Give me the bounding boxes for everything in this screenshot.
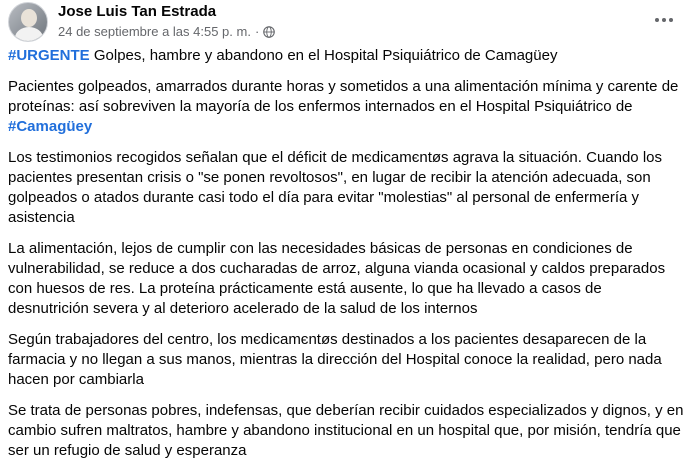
meta-separator: · [254,24,260,39]
paragraph-2-text: Pacientes golpeados, amarrados durante horas y sometidos a una alimentación mínima y carente de proteínas: así sobreviven la mayoría de los enfermos internados en el Hospital Psiquiátrico de [8,78,679,115]
avatar-body [15,27,43,42]
menu-dot [655,18,659,22]
post-meta [58,24,275,39]
paragraph-5: Según trabajadores del centro, los mєdicamєntøs destinados a los pacientes desaparecen de la farmacia y no llegan a sus manos, mientras la dirección del Hospital conoce la realidad, pero nada hacen por cambiarla [8,331,662,388]
menu-dot [669,18,673,22]
menu-dot [662,18,666,22]
paragraph-1-text: Golpes, hambre y abandono en el Hospital Psiquiátrico de Camagüey [89,47,558,64]
paragraph-2 [8,77,684,137]
more-options-icon[interactable] [652,10,676,30]
paragraph-6: Se trata de personas pobres, indefensas, que deberían recibir cuidados especializados y dignos, y en cambio sufren maltratos, hambre y abandono institucional en un hospital que, por misión, tendría que ser un refugio de salud y esperanza [8,402,684,459]
author-name[interactable]: Jose Luis Tan Estrada [58,3,217,20]
paragraph-1 [8,46,684,66]
post-timestamp[interactable]: 24 de septiembre a las 4:55 p. m. [58,24,251,39]
post-content [8,46,684,472]
post-header [8,2,690,42]
avatar[interactable] [8,2,48,42]
paragraph-3: Los testimonios recogidos señalan que el déficit de mєdicamєntøs agrava la situación. Cuando los pacientes presentan crisis o "se ponen revoltosos", en lugar de recibir la atención adecuada, son golpeados o atados durante casi todo el día para evitar "molestias" al personal de enfermería y asistencia [8,149,662,226]
hashtag-camaguey[interactable]: #Camagüey [8,118,93,135]
hashtag-urgente[interactable]: #URGENTE [8,47,90,64]
paragraph-4: La alimentación, lejos de cumplir con las necesidades básicas de personas en condiciones de vulnerabilidad, se reduce a dos cucharadas de arroz, alguna vianda ocasional y caldos preparados con huesos de res. La proteína prácticamente está ausente, lo que ha llevado a casos de desnutrición severa y al deterioro acelerado de la salud de los internos [8,240,666,317]
avatar-head [21,9,37,27]
globe-icon[interactable] [263,26,275,38]
